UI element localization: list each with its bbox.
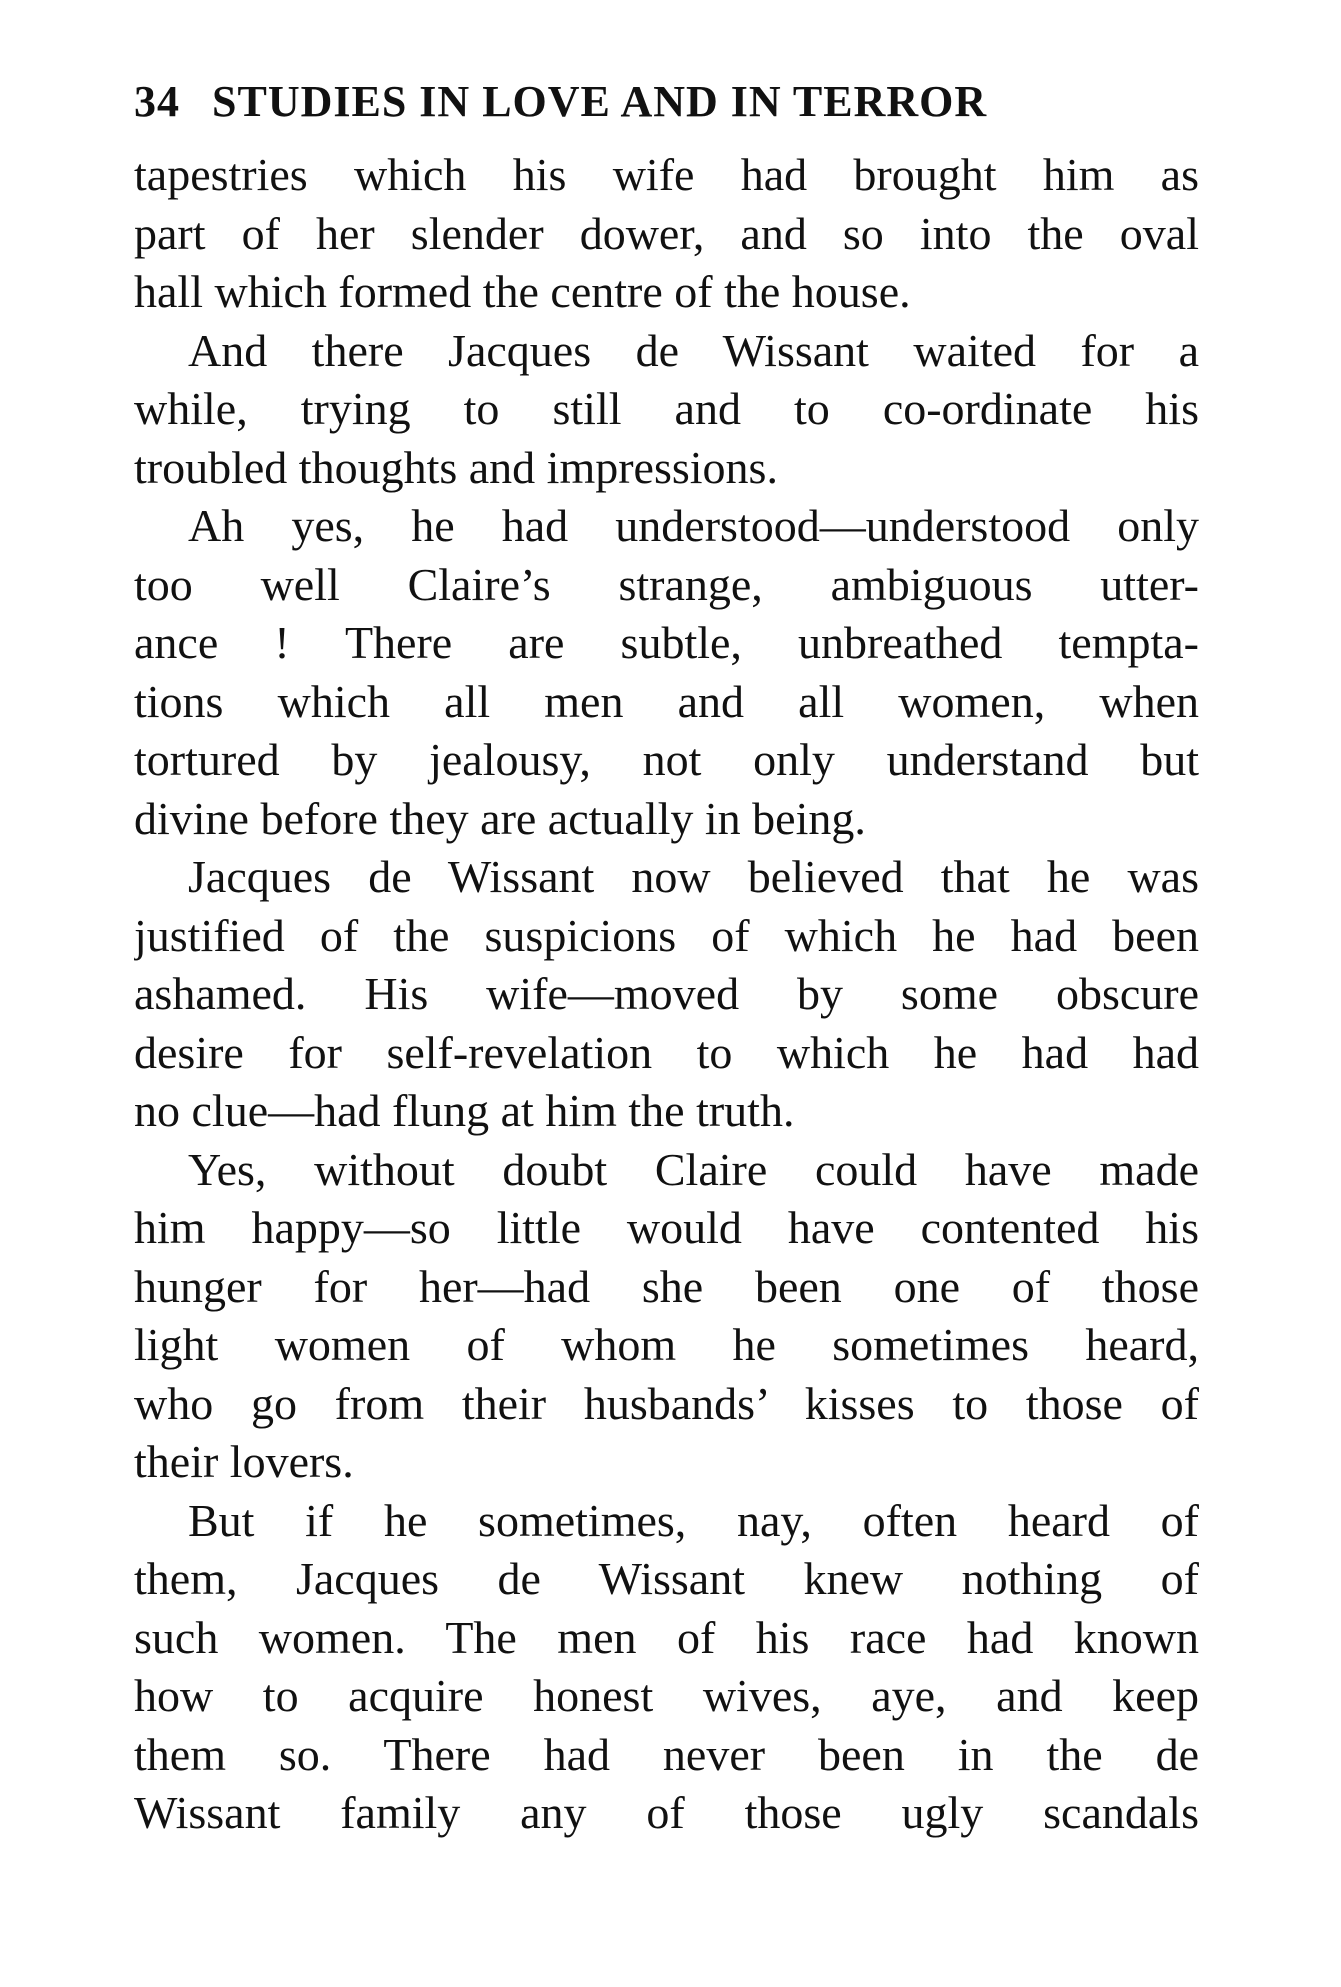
text-line: light women of whom he sometimes heard, bbox=[134, 1319, 1199, 1370]
text-line: Ah yes, he had understood—understood only bbox=[188, 500, 1199, 551]
text-line: And there Jacques de Wissant waited for a bbox=[188, 324, 1199, 376]
text-line: Jacques de Wissant now believed that he was bbox=[188, 851, 1199, 902]
text-line: desire for self-revelation to which he had had bbox=[134, 1026, 1199, 1078]
text-line: him happy—so little would have contented his bbox=[134, 1202, 1199, 1253]
running-title: STUDIES IN LOVE AND IN TERROR bbox=[212, 77, 988, 126]
text-line: no clue—had flung at him the truth. bbox=[134, 1085, 795, 1136]
text-line: their lovers. bbox=[134, 1436, 354, 1487]
text-line: too well Claire’s strange, ambiguous utter- bbox=[134, 558, 1199, 610]
text-line: But if he sometimes, nay, often heard of bbox=[188, 1494, 1199, 1546]
text-line: how to acquire honest wives, aye, and keep bbox=[134, 1670, 1199, 1721]
text-line: hunger for her—had she been one of those bbox=[134, 1260, 1199, 1312]
text-line: tions which all men and all women, when bbox=[134, 675, 1199, 727]
text-line: ashamed. His wife—moved by some obscure bbox=[134, 968, 1199, 1019]
text-line: such women. The men of his race had known bbox=[134, 1611, 1199, 1663]
text-line: troubled thoughts and impressions. bbox=[134, 441, 778, 493]
text-line: divine before they are actually in being. bbox=[134, 792, 866, 844]
text-line: tapestries which his wife had brought him as bbox=[134, 149, 1199, 200]
body-text bbox=[134, 146, 1199, 1843]
running-head bbox=[134, 76, 1199, 136]
text-line: Wissant family any of those ugly scandals bbox=[134, 1787, 1199, 1838]
text-line: hall which formed the centre of the house. bbox=[134, 266, 911, 317]
text-line: tortured by jealousy, not only understand but bbox=[134, 734, 1199, 785]
text-line: ance ! There are subtle, unbreathed tempta- bbox=[134, 617, 1199, 668]
page-number: 34 bbox=[134, 77, 180, 126]
text-line: who go from their husbands’ kisses to those of bbox=[134, 1377, 1199, 1429]
text-line: part of her slender dower, and so into the oval bbox=[134, 207, 1199, 259]
text-line: Yes, without doubt Claire could have made bbox=[188, 1143, 1199, 1195]
text-line: them, Jacques de Wissant knew nothing of bbox=[134, 1553, 1199, 1604]
text-line: justified of the suspicions of which he had been bbox=[134, 909, 1199, 961]
text-line: while, trying to still and to co-ordinate his bbox=[134, 383, 1199, 434]
text-line: them so. There had never been in the de bbox=[134, 1728, 1199, 1780]
